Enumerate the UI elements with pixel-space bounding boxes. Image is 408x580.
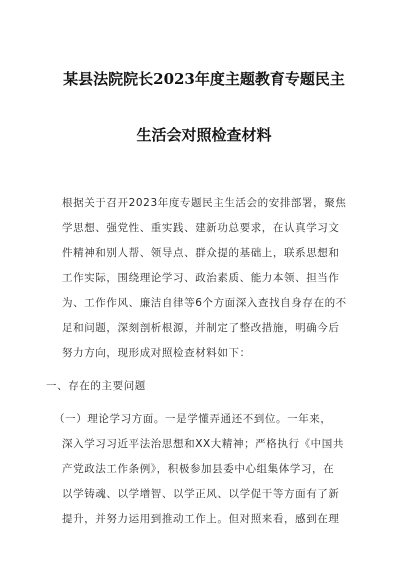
subsection-line: 提升，并努力运用到推动工作上。但对照来看，感到在理 [62,513,340,525]
intro-line: 足和问题，深刻剖析根源，并制定了整改措施，明确今后 [62,322,340,334]
intro-line: 根据关于召开2023年度专题民主生活会的安排部署，聚焦 [62,197,347,209]
intro-line: 工作实际，围绕理论学习、政治素质、能力本领、担当作 [62,272,340,284]
document-title-line-1: 某县法院院长2023年度主题教育专题民主 [63,70,345,88]
intro-line: 为、工作作风、廉洁自律等6个方面深入查找自身存在的不 [62,297,347,309]
document-title-line-2: 生活会对照检查材料 [136,126,272,144]
intro-line: 件精神和别人帮、领导点、群众提的基础上，联系思想和 [62,247,340,259]
intro-line: 努力方向，现形成对照检查材料如下： [62,347,251,359]
subsection-line: （一）理论学习方面。一是学懂弄通还不到位。一年来， [54,413,332,425]
intro-line: 学思想、强党性、重实践、建新功总要求，在认真学习文 [62,222,340,234]
subsection-line: 深入学习习近平法治思想和XX大精神；严格执行《中国共 [62,438,344,450]
subsection-line: 产党政法工作条例》，积极参加县委中心组集体学习，在 [62,463,335,475]
section-heading: 一、存在的主要问题 [46,380,146,392]
subsection-line: 以学铸魂、以学增智、以学正风、以学促干等方面有了新 [62,488,340,500]
